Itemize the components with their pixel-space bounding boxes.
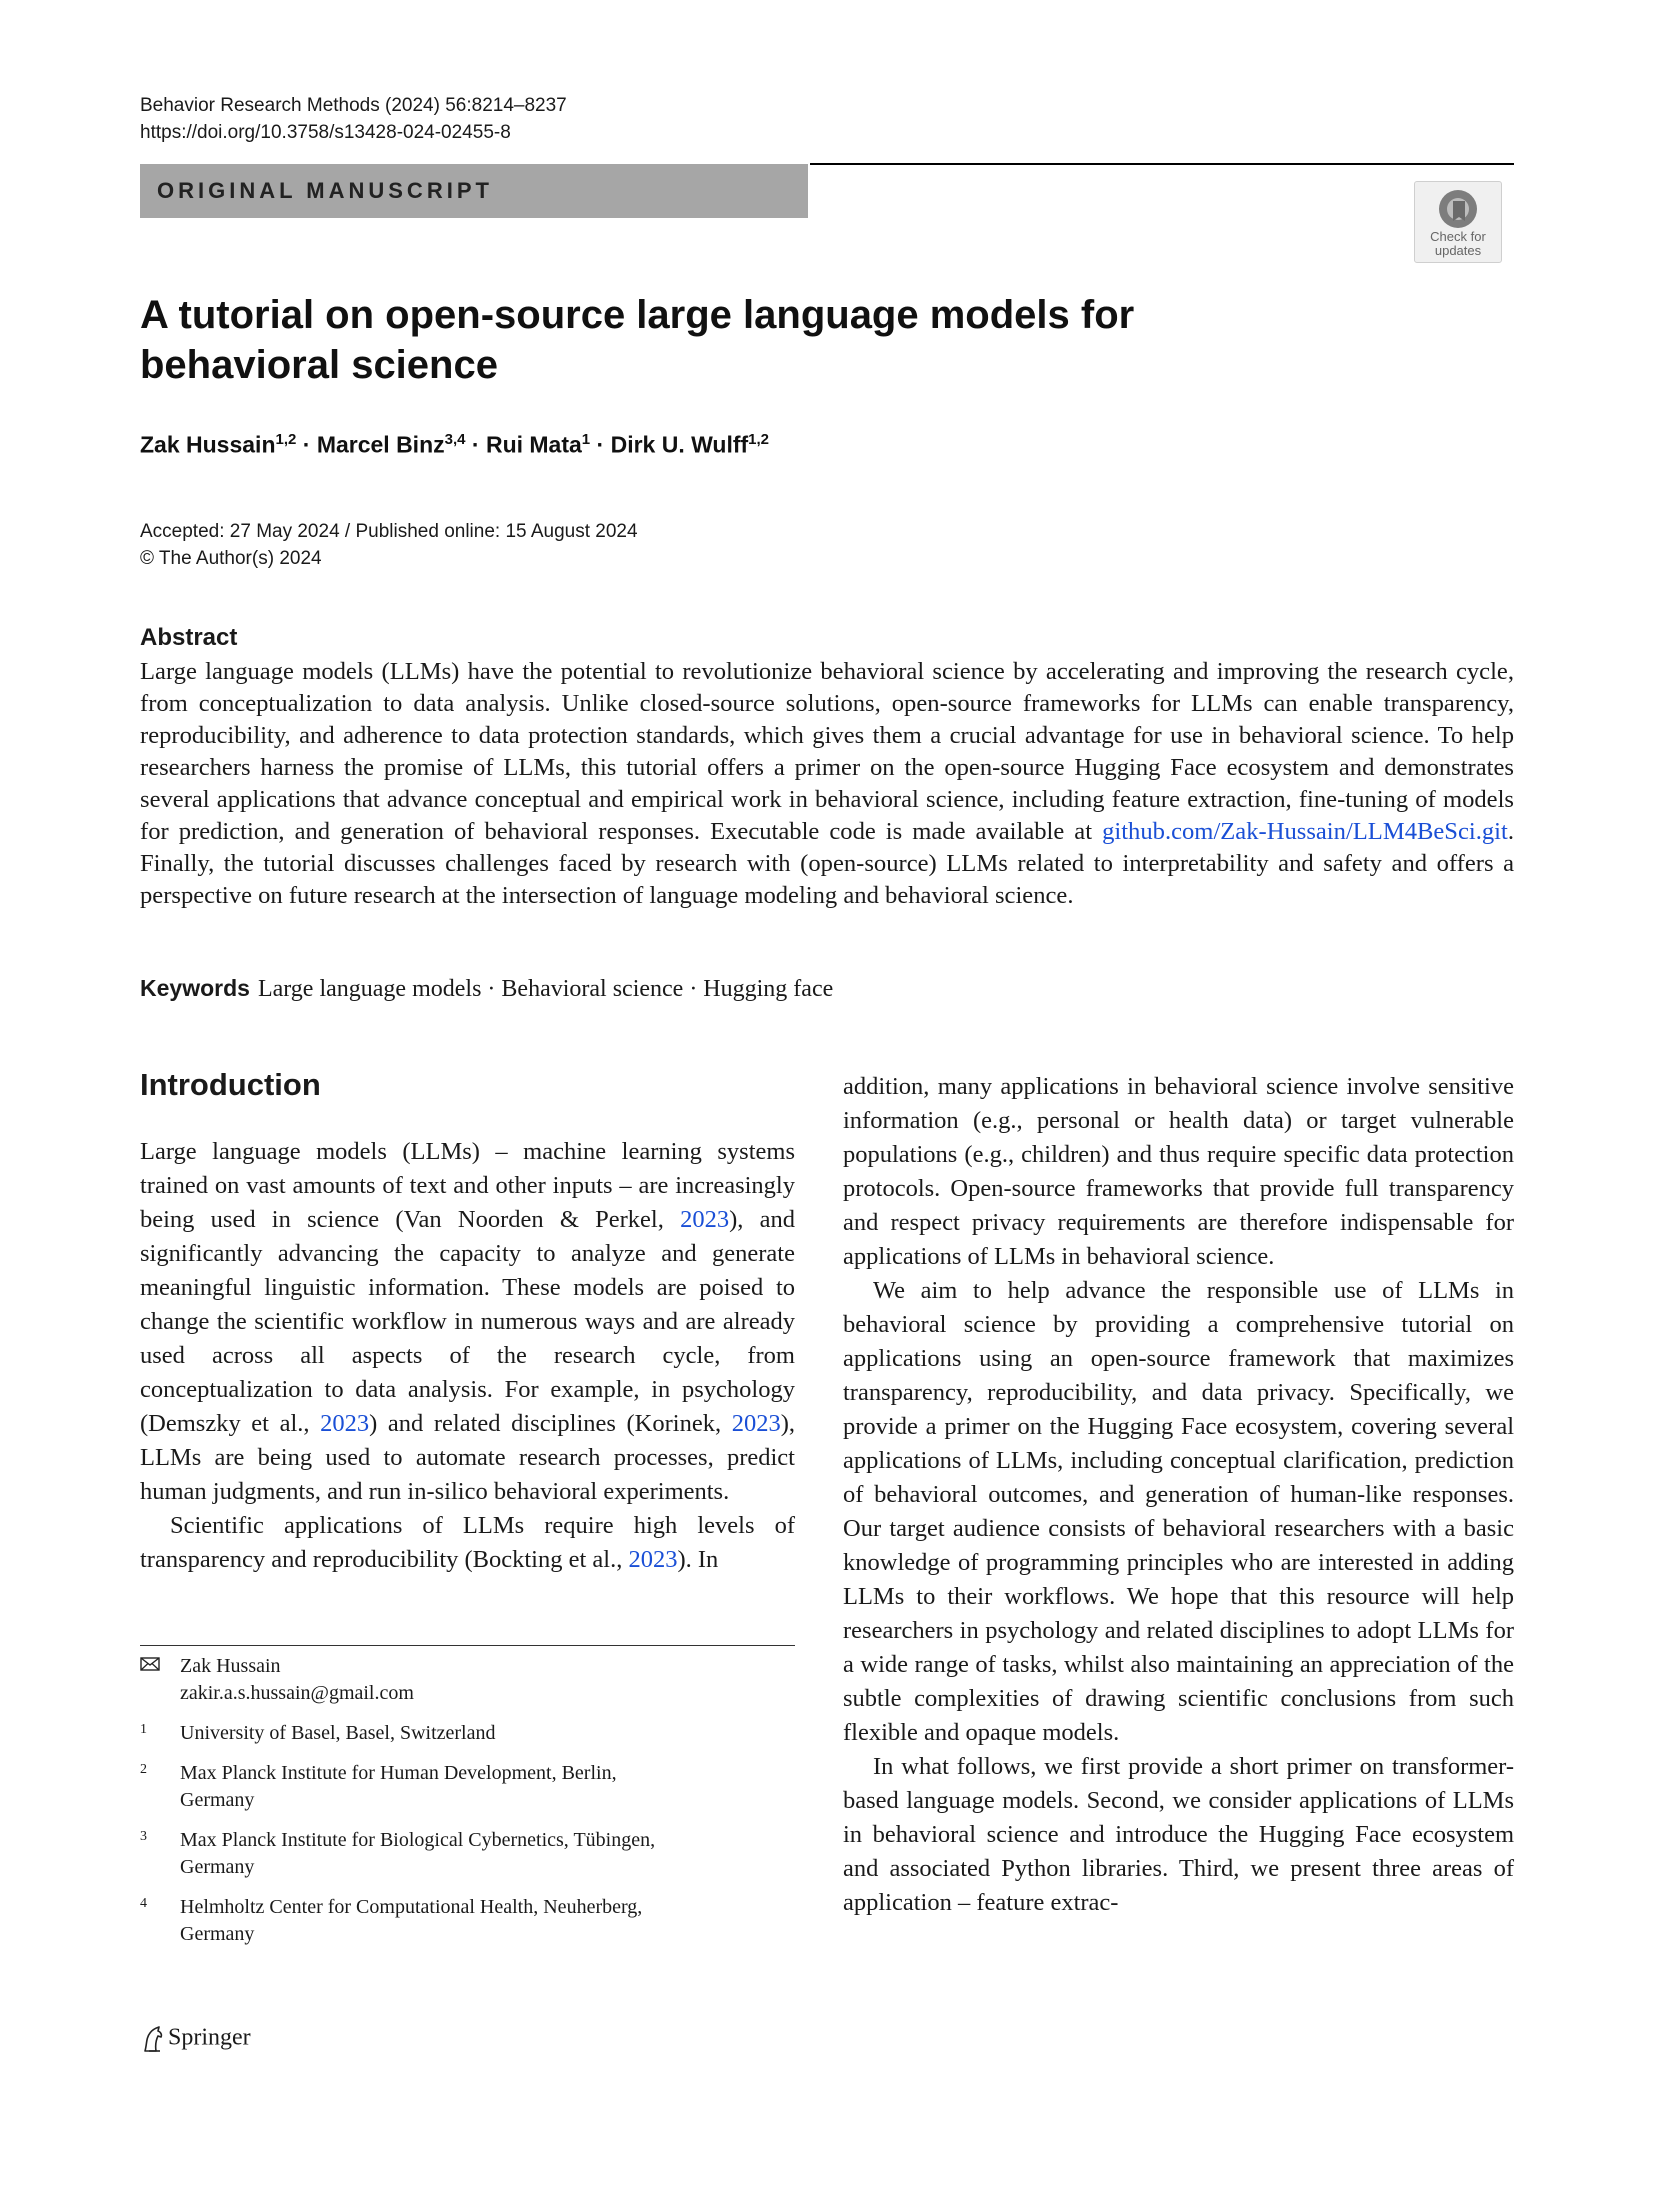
author-name[interactable]: Zak Hussain xyxy=(140,431,276,458)
check-for-updates-badge[interactable] xyxy=(1414,181,1502,263)
springer-horse-icon xyxy=(140,2024,166,2054)
affiliation-line: Helmholtz Center for Computational Health, Neuherberg, xyxy=(180,1896,643,1918)
author-separator: · xyxy=(296,431,317,458)
copyright-notice: © The Author(s) 2024 xyxy=(140,548,322,569)
corresponding-author-name: Zak Hussain xyxy=(180,1655,281,1677)
code-repository-link[interactable]: github.com/Zak-Hussain/LLM4BeSci.git xyxy=(1102,818,1508,845)
envelope-icon xyxy=(140,1657,160,1678)
author-name[interactable]: Rui Mata xyxy=(485,431,582,458)
body-text: ), LLMs are being used to automate research processes, predict human judgments, and run in-silico behavioral experiments. xyxy=(140,1410,795,1505)
keywords-list: Large language models · Behavioral science · Hugging face xyxy=(257,976,834,1002)
corresponding-author-email[interactable]: zakir.a.s.hussain@gmail.com xyxy=(180,1682,414,1704)
section-banner-label: ORIGINAL MANUSCRIPT xyxy=(157,178,493,203)
body-text: ). In xyxy=(677,1546,719,1573)
author-affiliation-mark: 1 xyxy=(581,431,591,448)
affiliation-line: Germany xyxy=(180,1789,255,1811)
affiliation-item xyxy=(140,1760,795,1814)
doi-link[interactable]: https://doi.org/10.3758/s13428-024-02455-8 xyxy=(140,122,511,143)
citation-link[interactable]: 2023 xyxy=(628,1546,678,1573)
affiliation-line: Germany xyxy=(180,1856,255,1878)
journal-citation: Behavior Research Methods (2024) 56:8214–8237 xyxy=(140,95,567,116)
author-list xyxy=(140,431,769,459)
publication-info xyxy=(140,518,638,572)
affiliation-line: Germany xyxy=(180,1923,255,1945)
abstract-text-part: Large language models (LLMs) have the potential to revolutionize behavioral science by accelerating and improving the research cycle, from conceptualization to data analysis. Unlike closed-source solutions, open-source frameworks for LLMs can enable transparency, reproducibility, and adherence to data protection standards, which gives them a crucial advantage for use in behavioral science. To help researchers harness the promise of LLMs, this tutorial offers a primer on the open-source Hugging Face ecosystem and demonstrates several applications that advance conceptual and empirical work in behavioral science, including feature extraction, fine-tuning of models for prediction, and generation of behavioral responses. Executable code is made available at xyxy=(140,658,1514,845)
right-column xyxy=(843,1070,1514,1920)
author-separator: · xyxy=(590,431,611,458)
affiliation-item xyxy=(140,1894,795,1948)
affiliation-number: 4 xyxy=(140,1896,147,1911)
section-banner xyxy=(140,164,808,218)
body-paragraph: In what follows, we first provide a short primer on transformer-based language models. Second, we consider applications of LLMs in behavioral science and introduce the Hugging Face ecosystem and associated Python libraries. Third, we present three areas of application – feature extrac- xyxy=(843,1753,1514,1916)
affiliation-number: 2 xyxy=(140,1762,147,1777)
author-name[interactable]: Dirk U. Wulff xyxy=(610,431,749,458)
affiliation-line: University of Basel, Basel, Switzerland xyxy=(180,1722,496,1744)
body-text: ), and significantly advancing the capacity to analyze and generate meaningful linguistic information. These models are poised to change the scientific workflow in numerous ways and are already used across all aspects of the research cycle, from conceptualization to data analysis. For example, in psychology (Demszky et al., xyxy=(140,1206,795,1437)
body-paragraph: We aim to help advance the responsible use of LLMs in behavioral science by providing a comprehensive tutorial on applications using an open-source framework that maximizes transparency, reproducibility, and data privacy. Specifically, we provide a primer on the Hugging Face ecosystem, covering several applications of LLMs, including conceptual clarification, prediction of behavioral outcomes, and generation of human-like responses. Our target audience consists of behavioral researchers with a basic knowledge of programming principles who are interested in adding LLMs to their workflows. We hope that this resource will help researchers in psychology and related disciplines to adopt LLMs for a wide range of tasks, whilst also maintaining an appreciation of the subtle complexities of drawing scientific conclusions from such flexible and opaque models. xyxy=(843,1277,1514,1746)
body-text: Large language models (LLMs) – machine learning systems trained on vast amounts of text and other inputs – are increasingly being used in science (Van Noorden & Perkel, xyxy=(140,1138,795,1233)
affiliation-item xyxy=(140,1827,795,1881)
left-column xyxy=(140,1135,795,1577)
publisher-name: Springer xyxy=(168,2024,251,2051)
abstract-heading: Abstract xyxy=(140,624,238,651)
author-affiliation-mark: 3,4 xyxy=(444,431,466,448)
footnotes xyxy=(140,1653,795,1948)
keywords-label: Keywords xyxy=(140,975,250,1001)
body-text: ) and related disciplines (Korinek, xyxy=(369,1410,732,1437)
keywords xyxy=(140,975,833,1003)
check-badge-line1: Check for xyxy=(1430,229,1486,244)
citation-link[interactable]: 2023 xyxy=(731,1410,781,1437)
author-affiliation-mark: 1,2 xyxy=(748,431,770,448)
affiliation-line: Max Planck Institute for Biological Cybernetics, Tübingen, xyxy=(180,1829,656,1851)
affiliation-line: Max Planck Institute for Human Development, Berlin, xyxy=(180,1762,617,1784)
article-title: A tutorial on open-source large language models for behavioral science xyxy=(140,293,1135,387)
body-paragraph: addition, many applications in behavioral science involve sensitive information (e.g., personal or health data) or target vulnerable populations (e.g., children) and thus require specific data protection protocols. Open-source frameworks that provide full transparency and respect privacy requirements are therefore indispensable for applications of LLMs in behavioral science. xyxy=(843,1073,1514,1270)
affiliation-item xyxy=(140,1720,795,1747)
abstract-text xyxy=(140,656,1514,912)
journal-header xyxy=(140,92,567,146)
affiliation-number: 3 xyxy=(140,1829,147,1844)
citation-link[interactable]: 2023 xyxy=(680,1206,730,1233)
check-for-updates-icon xyxy=(1437,188,1479,230)
check-badge-line2: updates xyxy=(1434,243,1482,258)
publication-dates: Accepted: 27 May 2024 / Published online: 15 August 2024 xyxy=(140,521,638,542)
citation-link[interactable]: 2023 xyxy=(320,1410,370,1437)
introduction-heading: Introduction xyxy=(140,1067,321,1102)
corresponding-author xyxy=(140,1653,795,1707)
author-affiliation-mark: 1,2 xyxy=(275,431,297,448)
author-name[interactable]: Marcel Binz xyxy=(316,431,445,458)
body-paragraph xyxy=(140,1509,795,1577)
abstract-text-part: . Finally, the tutorial discusses challenges faced by research with (open-source) LLMs related to interpretability and safety and offers a perspective on future research at the intersection of language modeling and behavioral science. xyxy=(140,818,1514,909)
author-separator: · xyxy=(465,431,486,458)
body-text: Scientific applications of LLMs require high levels of transparency and reproducibility (Bockting et al., xyxy=(140,1512,795,1573)
affiliation-number: 1 xyxy=(140,1722,147,1737)
body-paragraph xyxy=(140,1135,795,1509)
footnote-rule xyxy=(140,1645,795,1646)
header-rule xyxy=(810,163,1514,165)
publisher-logo xyxy=(140,2024,251,2054)
